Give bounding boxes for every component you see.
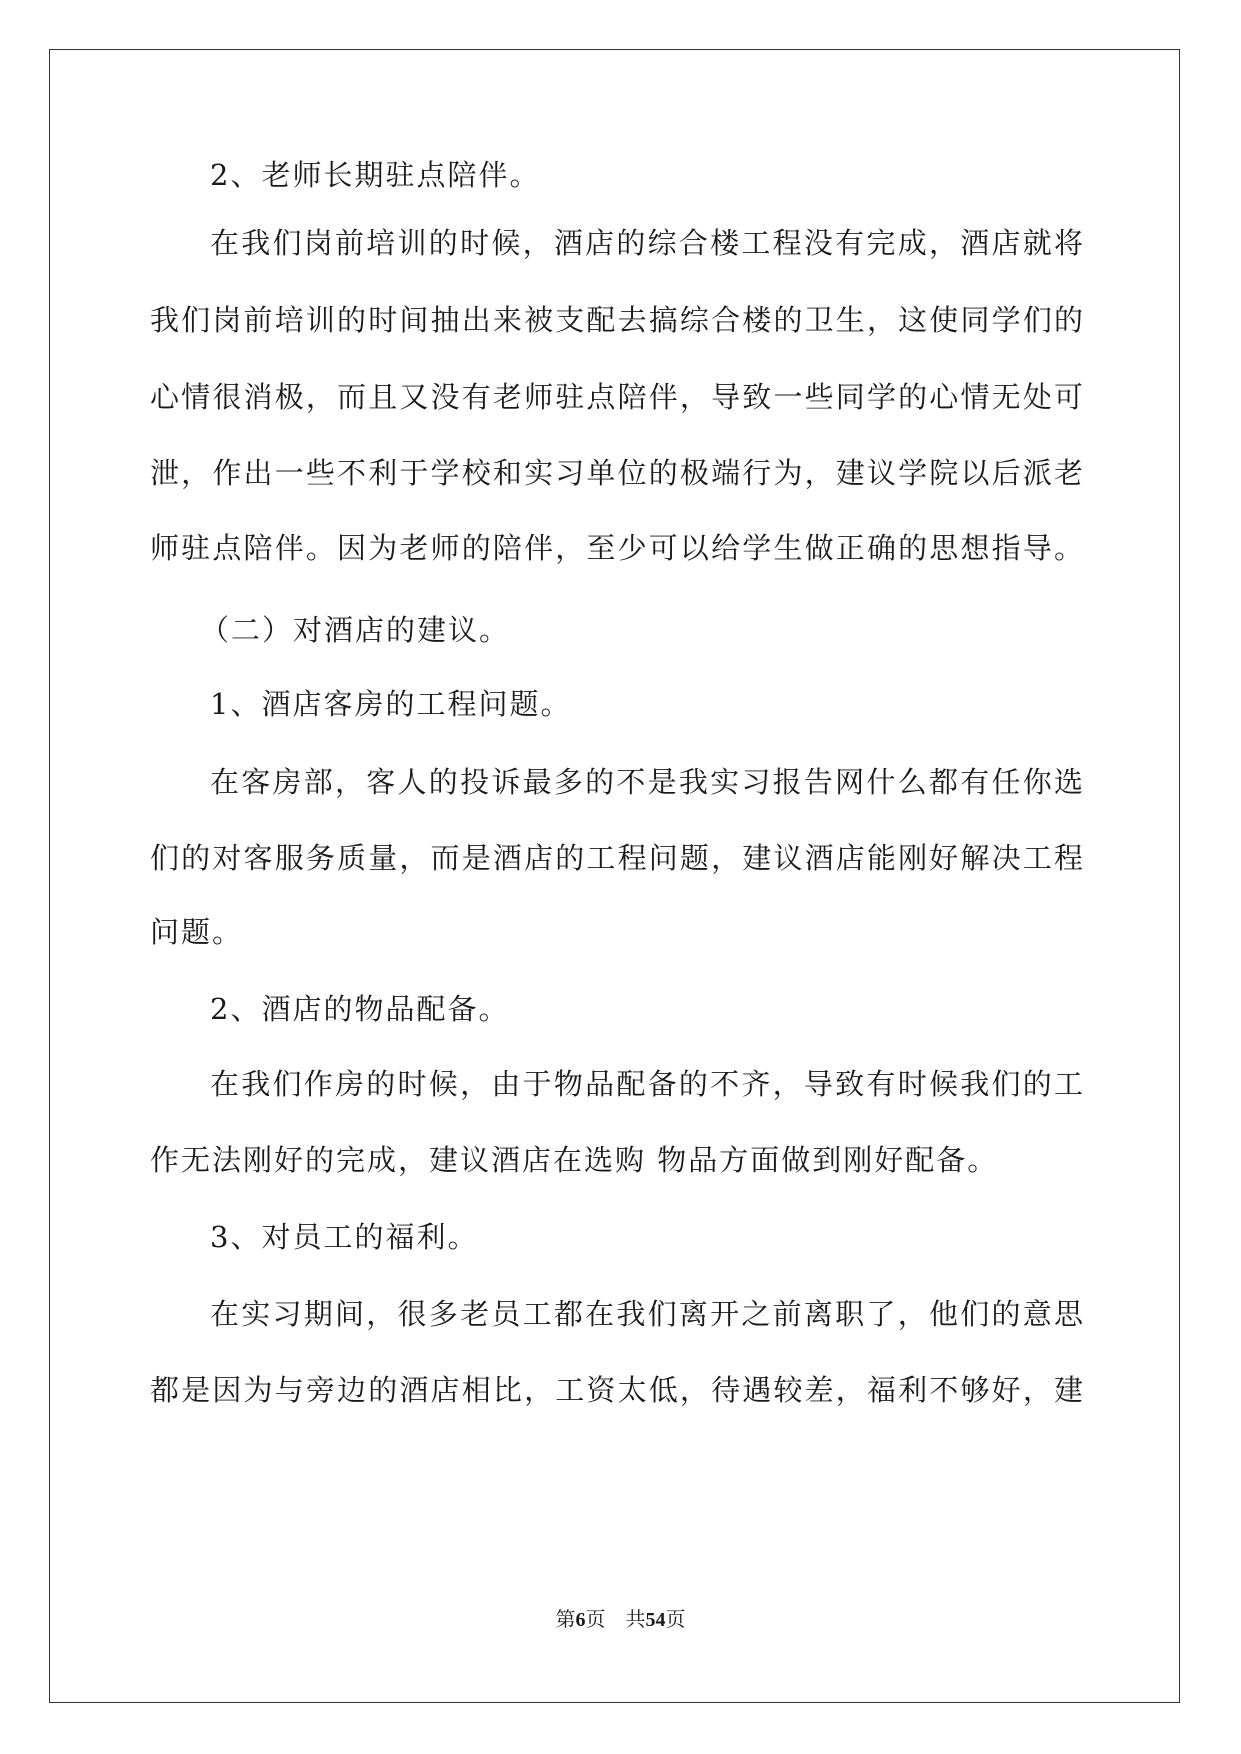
subheading-welfare: 3、对员工的福利。 [210, 1220, 479, 1254]
paragraph-line: 在我们作房的时候，由于物品配备的不齐，导致有时候我们的工 [210, 1067, 1085, 1101]
page-footer [0, 1607, 1241, 1633]
paragraph-line: 泄，作出一些不利于学校和实习单位的极端行为，建议学院以后派老 [150, 456, 1085, 490]
subheading-room-engineering: 1、酒店客房的工程问题。 [210, 687, 572, 721]
paragraph-line: 在客房部，客人的投诉最多的不是我实习报告网什么都有任你选 [210, 765, 1085, 799]
paragraph-line: 师驻点陪伴。因为老师的陪伴，至少可以给学生做正确的思想指导。 [150, 531, 1085, 565]
page-number: 6 [575, 1609, 586, 1631]
section-heading-teacher-company: 2、老师长期驻点陪伴。 [210, 158, 541, 192]
total-pages: 54 [645, 1609, 666, 1631]
paragraph-line: 作无法刚好的完成，建议酒店在选购 物品方面做到刚好配备。 [150, 1143, 999, 1177]
total-prefix: 共 [625, 1609, 646, 1631]
paragraph-line: 都是因为与旁边的酒店相比，工资太低，待遇较差，福利不够好，建 [150, 1373, 1085, 1407]
paragraph-line: 们的对客服务质量，而是酒店的工程问题，建议酒店能刚好解决工程 [150, 841, 1085, 875]
section-heading-hotel-suggestions: （二）对酒店的建议。 [200, 613, 511, 647]
total-suffix: 页 [665, 1609, 686, 1631]
paragraph-line: 心情很消极，而且又没有老师驻点陪伴，导致一些同学的心情无处可 [150, 380, 1085, 414]
paragraph-line: 我们岗前培训的时间抽出来被支配去搞综合楼的卫生，这使同学们的 [150, 303, 1085, 337]
page-prefix: 第 [555, 1609, 576, 1631]
paragraph-line: 在实习期间，很多老员工都在我们离开之前离职了，他们的意思 [210, 1297, 1085, 1331]
paragraph-line: 问题。 [150, 915, 244, 949]
paragraph-line: 在我们岗前培训的时候，酒店的综合楼工程没有完成，酒店就将 [210, 226, 1085, 260]
subheading-supplies: 2、酒店的物品配备。 [210, 992, 510, 1026]
page-suffix: 页 [585, 1609, 606, 1631]
